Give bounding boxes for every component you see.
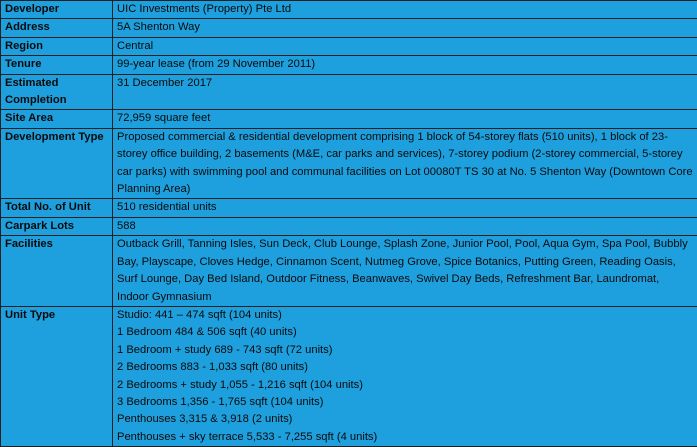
label-carpark-lots: Carpark Lots (1, 217, 113, 235)
value-address: 5A Shenton Way (113, 19, 697, 37)
row-site-area (1, 110, 697, 128)
value-total-units: 510 residential units (113, 199, 697, 217)
unit-type-line: 1 Bedroom 484 & 506 sqft (40 units) (117, 324, 694, 341)
value-tenure: 99-year lease (from 29 November 2011) (113, 56, 697, 74)
row-development-type (1, 128, 697, 199)
label-region: Region (1, 37, 113, 55)
value-developer: UIC Investments (Property) Pte Ltd (113, 1, 697, 19)
row-tenure (1, 56, 697, 74)
value-site-area: 72,959 square feet (113, 110, 697, 128)
row-region (1, 37, 697, 55)
unit-type-line: Penthouses + sky terrace 5,533 - 7,255 sqft (4 units) (117, 429, 694, 446)
unit-type-line: 2 Bedrooms 883 - 1,033 sqft (80 units) (117, 359, 694, 376)
label-development-type: Development Type (1, 128, 113, 199)
value-carpark-lots: 588 (113, 217, 697, 235)
unit-type-line: 1 Bedroom + study 689 - 743 sqft (72 units) (117, 342, 694, 359)
value-estimated-completion: 31 December 2017 (113, 74, 697, 110)
value-development-type: Proposed commercial & residential development comprising 1 block of 54-storey flats (510 units), 1 block of 23-storey office building, 2 basements (M&E, car parks and services), 7-storey podium (2-storey commercial, 5-storey car parks) with swimming pool and communal facilities on Lot 00080T TS 30 at No. 5 Shenton Way (Downtown Core Planning Area) (113, 128, 697, 199)
row-carpark-lots (1, 217, 697, 235)
row-facilities (1, 236, 697, 307)
row-address (1, 19, 697, 37)
value-unit-type (113, 306, 697, 446)
unit-type-line: 2 Bedrooms + study 1,055 - 1,216 sqft (104 units) (117, 377, 694, 394)
row-developer (1, 1, 697, 19)
unit-type-line: 3 Bedrooms 1,356 - 1,765 sqft (104 units) (117, 394, 694, 411)
label-total-units: Total No. of Unit (1, 199, 113, 217)
label-site-area: Site Area (1, 110, 113, 128)
label-estimated-completion: Estimated Completion (1, 74, 113, 110)
label-developer: Developer (1, 1, 113, 19)
value-region: Central (113, 37, 697, 55)
label-address: Address (1, 19, 113, 37)
label-facilities: Facilities (1, 236, 113, 307)
unit-type-line: Studio: 441 – 474 sqft (104 units) (117, 307, 694, 324)
row-unit-type (1, 306, 697, 446)
row-total-units (1, 199, 697, 217)
label-tenure: Tenure (1, 56, 113, 74)
unit-type-line: Penthouses 3,315 & 3,918 (2 units) (117, 411, 694, 428)
label-unit-type: Unit Type (1, 306, 113, 446)
value-facilities: Outback Grill, Tanning Isles, Sun Deck, Club Lounge, Splash Zone, Junior Pool, Pool, Aqua Gym, Spa Pool, Bubbly Bay, Playscape, Cloves Hedge, Cinnamon Scent, Nutmeg Grove, Spice Botanics, Putting Green, Reading Oasis, Surf Lounge, Day Bed Island, Outdoor Fitness, Beanwaves, Swivel Day Beds, Refreshment Bar, Laundromat, Indoor Gymnasium (113, 236, 697, 307)
row-estimated-completion (1, 74, 697, 110)
